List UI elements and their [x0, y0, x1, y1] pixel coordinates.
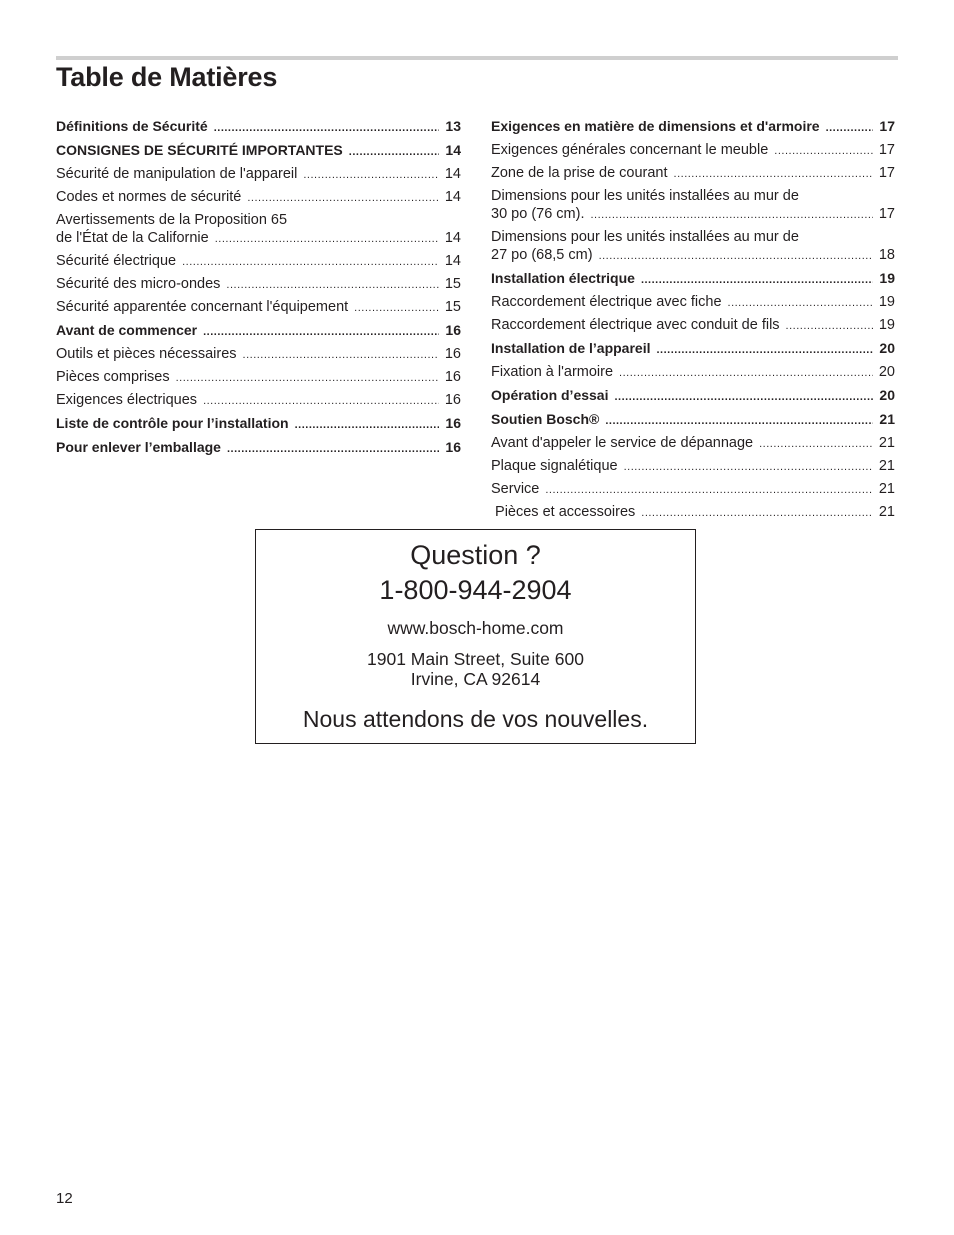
toc-entry-label: Zone de la prise de courant	[491, 165, 668, 181]
toc-entry-label: Installation électrique	[491, 270, 635, 286]
toc-entry[interactable]	[491, 115, 895, 139]
toc-entry[interactable]	[56, 366, 461, 389]
toc-entry-page: 15	[444, 299, 461, 315]
dot-leader	[786, 317, 873, 335]
toc-entry-label: Pour enlever l’emballage	[56, 439, 221, 455]
toc-entry[interactable]	[491, 185, 895, 226]
toc-entry[interactable]	[56, 273, 461, 296]
toc-entry-label: de l'État de la Californie	[56, 230, 209, 246]
toc-entry[interactable]	[491, 455, 895, 478]
address-line1: 1901 Main Street, Suite 600	[367, 649, 584, 669]
toc-entry-page: 17	[878, 165, 895, 181]
toc-entry-label: Exigences électriques	[56, 392, 198, 408]
dot-leader	[641, 504, 873, 522]
toc-entry-label: Soutien Bosch®	[491, 411, 600, 427]
toc-entry[interactable]	[491, 501, 895, 524]
toc-entry-page: 19	[878, 317, 895, 333]
toc-entry[interactable]	[56, 296, 461, 319]
toc-entry-page: 16	[445, 322, 461, 338]
toc-entry-page: 16	[445, 439, 461, 455]
toc-entry[interactable]	[56, 139, 461, 163]
dot-leader	[591, 206, 874, 224]
toc-entry[interactable]	[491, 361, 895, 384]
dot-leader	[243, 346, 439, 364]
toc-entry-page: 15	[444, 276, 461, 292]
dot-leader	[227, 440, 439, 458]
toc-entry[interactable]	[56, 209, 461, 250]
toc-entry[interactable]	[56, 163, 461, 186]
toc-entry[interactable]	[491, 408, 895, 432]
toc-entry[interactable]	[56, 389, 461, 412]
toc-entry-page: 20	[879, 340, 895, 356]
toc-entry[interactable]	[56, 412, 461, 436]
toc-entry[interactable]	[491, 314, 895, 337]
toc-entry-page: 21	[878, 435, 895, 451]
toc-entry-label: Définitions de Sécurité	[56, 118, 208, 134]
toc-entry-label: Sécurité électrique	[56, 253, 177, 269]
toc-entry-page: 17	[878, 142, 895, 158]
toc-entry[interactable]	[491, 337, 895, 361]
toc-entry-page: 20	[879, 387, 895, 403]
toc-entry-label: Liste de contrôle pour l’installation	[56, 415, 289, 431]
dot-leader	[303, 166, 439, 184]
toc-entry-label: Raccordement électrique avec fiche	[491, 294, 722, 310]
dot-leader	[226, 276, 439, 294]
toc-entry-label-line1: Dimensions pour les unités installées au mur de	[491, 188, 799, 204]
toc-entry[interactable]	[491, 162, 895, 185]
page-title: Table de Matières	[56, 62, 278, 92]
toc-entry-page: 14	[444, 189, 461, 205]
dot-leader	[774, 142, 873, 160]
dot-leader	[203, 392, 439, 410]
toc-entry-page: 17	[878, 206, 895, 222]
question-heading: Question ?	[410, 540, 541, 570]
toc-entry-label: Codes et normes de sécurité	[56, 189, 242, 205]
dot-leader	[354, 299, 439, 317]
toc-entry-page: 21	[878, 458, 895, 474]
toc-entry-page: 21	[878, 481, 895, 497]
toc-entry-page: 19	[879, 270, 895, 286]
toc-entry[interactable]	[491, 478, 895, 501]
dot-leader	[641, 271, 873, 289]
toc-left-column	[56, 115, 461, 460]
toc-entry[interactable]	[491, 291, 895, 314]
toc-entry[interactable]	[491, 432, 895, 455]
toc-entry-label: Outils et pièces nécessaires	[56, 346, 237, 362]
dot-leader	[674, 165, 873, 183]
dot-leader	[605, 412, 873, 430]
dot-leader	[203, 323, 439, 341]
dot-leader	[826, 119, 873, 137]
toc-entry[interactable]	[56, 250, 461, 273]
top-rule	[56, 56, 898, 60]
toc-entry[interactable]	[491, 226, 895, 267]
toc-entry-page: 19	[878, 294, 895, 310]
dot-leader	[728, 294, 873, 312]
toc-entry[interactable]	[56, 436, 461, 460]
toc-entry-label: Sécurité apparentée concernant l'équipement	[56, 299, 349, 315]
dot-leader	[614, 388, 873, 406]
dot-leader	[545, 481, 873, 499]
toc-entry[interactable]	[56, 115, 461, 139]
contact-box	[255, 529, 696, 744]
toc-entry-label: Sécurité de manipulation de l'appareil	[56, 166, 298, 182]
dot-leader	[182, 253, 439, 271]
toc-entry-page: 21	[879, 411, 895, 427]
toc-entry[interactable]	[56, 319, 461, 343]
toc-entry-label: Avant d'appeler le service de dépannage	[491, 435, 754, 451]
dot-leader	[215, 230, 439, 248]
dot-leader	[759, 435, 873, 453]
toc-entry-label: Service	[491, 481, 540, 497]
toc-entry-label: Exigences générales concernant le meuble	[491, 142, 769, 158]
dot-leader	[247, 189, 439, 207]
toc-entry[interactable]	[56, 186, 461, 209]
dot-leader	[349, 143, 439, 161]
toc-entry-page: 16	[444, 369, 461, 385]
toc-entry-label: Installation de l’appareil	[491, 340, 651, 356]
dot-leader	[624, 458, 873, 476]
toc-entry-label: Pièces comprises	[56, 369, 170, 385]
toc-entry-label: Sécurité des micro-ondes	[56, 276, 221, 292]
toc-entry[interactable]	[491, 267, 895, 291]
toc-entry-page: 16	[445, 415, 461, 431]
dot-leader	[295, 416, 439, 434]
toc-entry-label-line1: Avertissements de la Proposition 65	[56, 212, 288, 228]
toc-entry-label: CONSIGNES DE SÉCURITÉ IMPORTANTES	[56, 142, 343, 158]
toc-entry[interactable]	[491, 139, 895, 162]
toc-entry-page: 17	[879, 118, 895, 134]
phone-number[interactable]: 1-800-944-2904	[379, 575, 572, 605]
dot-leader	[599, 247, 873, 265]
toc-entry-page: 14	[444, 230, 461, 246]
toc-entry-label: Plaque signalétique	[491, 458, 618, 474]
toc-entry-label: Pièces et accessoires	[491, 504, 636, 520]
toc-entry-page: 21	[878, 504, 895, 520]
toc-entry-page: 18	[878, 247, 895, 263]
toc-entry[interactable]	[56, 343, 461, 366]
toc-entry-label: Avant de commencer	[56, 322, 198, 338]
toc-entry[interactable]	[491, 384, 895, 408]
toc-entry-label: Raccordement électrique avec conduit de fils	[491, 317, 780, 333]
toc-entry-page: 16	[444, 392, 461, 408]
website-link[interactable]: www.bosch-home.com	[387, 618, 564, 638]
toc-entry-label: Opération d’essai	[491, 387, 609, 403]
page-number: 12	[56, 1190, 73, 1207]
toc-entry-page: 20	[878, 364, 895, 380]
toc-entry-page: 13	[445, 118, 461, 134]
toc-entry-page: 14	[445, 142, 461, 158]
dot-leader	[176, 369, 439, 387]
toc-entry-page: 14	[444, 253, 461, 269]
dot-leader	[656, 341, 873, 359]
toc-entry-label: Exigences en matière de dimensions et d'armoire	[491, 118, 820, 134]
dot-leader	[214, 119, 439, 137]
toc-entry-label-line1: Dimensions pour les unités installées au mur de	[491, 229, 799, 245]
contact-message: Nous attendons de vos nouvelles.	[302, 706, 649, 732]
toc-entry-label: 27 po (68,5 cm)	[491, 247, 593, 263]
address-line2: Irvine, CA 92614	[410, 669, 541, 689]
toc-entry-label: 30 po (76 cm).	[491, 206, 585, 222]
toc-entry-label: Fixation à l'armoire	[491, 364, 614, 380]
dot-leader	[619, 364, 873, 382]
toc-right-column	[491, 115, 895, 524]
toc-entry-page: 16	[444, 346, 461, 362]
toc-entry-page: 14	[444, 166, 461, 182]
